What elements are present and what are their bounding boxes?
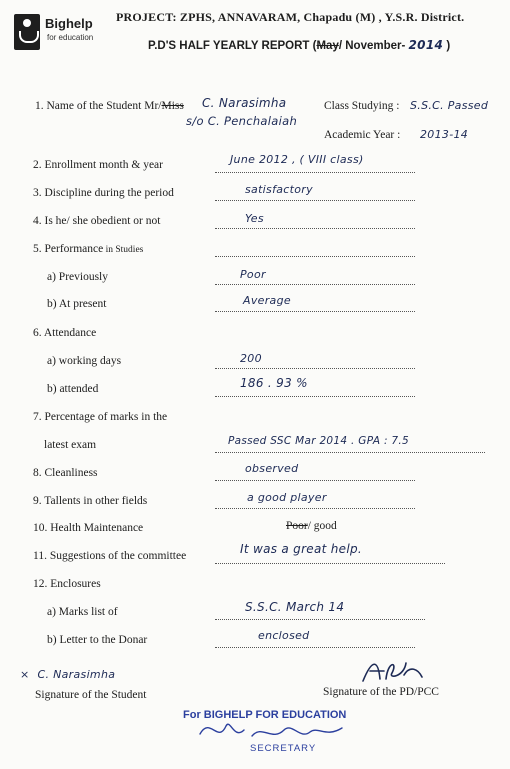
q2-value: June 2012 , ( VIII class) bbox=[230, 153, 364, 166]
q12b-value: enclosed bbox=[258, 629, 310, 642]
q9-value: a good player bbox=[247, 491, 327, 504]
stamp-line2: SECRETARY bbox=[250, 743, 317, 754]
q11-value: It was a great help. bbox=[240, 542, 363, 556]
q7-label: 7. Percentage of marks in the bbox=[33, 411, 168, 423]
project-line: PROJECT: ZPHS, ANNAVARAM, Chapadu (M) , Y.S.R. District. bbox=[116, 10, 465, 24]
q8-label: 8. Cleanliness bbox=[33, 467, 98, 479]
q6-label: 6. Attendance bbox=[33, 327, 97, 339]
q3-value: satisfactory bbox=[245, 183, 313, 196]
q12b-label: b) Letter to the Donar bbox=[47, 634, 148, 646]
report-title: P.D'S HALF YEARLY REPORT (May/ November- 2014 ) bbox=[148, 38, 451, 52]
q9-label: 9. Tallents in other fields bbox=[33, 495, 148, 507]
q3-label: 3. Discipline during the period bbox=[33, 187, 174, 199]
q6b-value: 186 . 93 % bbox=[240, 376, 308, 390]
student-signature: × C. Narasimha bbox=[20, 668, 116, 681]
logo-subtitle: for education bbox=[47, 33, 94, 42]
secretary-signature-scribble bbox=[192, 714, 362, 746]
q7-label2: latest exam bbox=[44, 439, 97, 451]
q6a-label: a) working days bbox=[47, 355, 122, 367]
student-name: C. Narasimha bbox=[202, 96, 287, 110]
q6a-value: 200 bbox=[240, 352, 262, 365]
struck-month: May bbox=[316, 40, 339, 52]
year-value: 2013-14 bbox=[420, 128, 469, 141]
q6b-label: b) attended bbox=[47, 383, 99, 395]
q5b-label: b) At present bbox=[47, 298, 107, 310]
q7-value: Passed SSC Mar 2014 . GPA : 7.5 bbox=[228, 435, 410, 447]
q10-label: 10. Health Maintenance bbox=[33, 522, 144, 534]
q8-value: observed bbox=[245, 462, 299, 475]
stamp-line1: For BIGHELP FOR EDUCATION bbox=[183, 709, 347, 721]
q4-value: Yes bbox=[245, 212, 264, 225]
q5a-label: a) Previously bbox=[47, 271, 109, 283]
q4-label: 4. Is he/ she obedient or not bbox=[33, 215, 161, 227]
q10-value: Poor/ good bbox=[286, 520, 337, 532]
report-year: 2014 bbox=[408, 38, 444, 52]
logo-mark-icon bbox=[14, 14, 40, 50]
pd-signature-scribble bbox=[358, 655, 428, 687]
q1-label: 1. Name of the Student Mr/Miss bbox=[35, 100, 184, 112]
pd-signature-label: Signature of the PD/PCC bbox=[323, 686, 439, 698]
q2-label: 2. Enrollment month & year bbox=[33, 159, 163, 171]
class-label: Class Studying : bbox=[324, 100, 400, 112]
student-parent: s/o C. Penchalaiah bbox=[186, 114, 298, 128]
q5b-value: Average bbox=[243, 294, 291, 307]
student-signature-label: Signature of the Student bbox=[35, 689, 147, 701]
q12a-value: S.S.C. March 14 bbox=[245, 600, 345, 614]
year-label: Academic Year : bbox=[324, 129, 401, 141]
q12-label: 12. Enclosures bbox=[33, 578, 101, 590]
q5-label: 5. Performance in Studies bbox=[33, 243, 144, 255]
q12a-label: a) Marks list of bbox=[47, 606, 118, 618]
class-value: S.S.C. Passed bbox=[410, 99, 489, 112]
q11-label: 11. Suggestions of the committee bbox=[33, 550, 187, 562]
pd-signature bbox=[388, 658, 391, 659]
logo-name: Bighelp bbox=[45, 16, 93, 31]
q5a-value: Poor bbox=[240, 268, 266, 281]
